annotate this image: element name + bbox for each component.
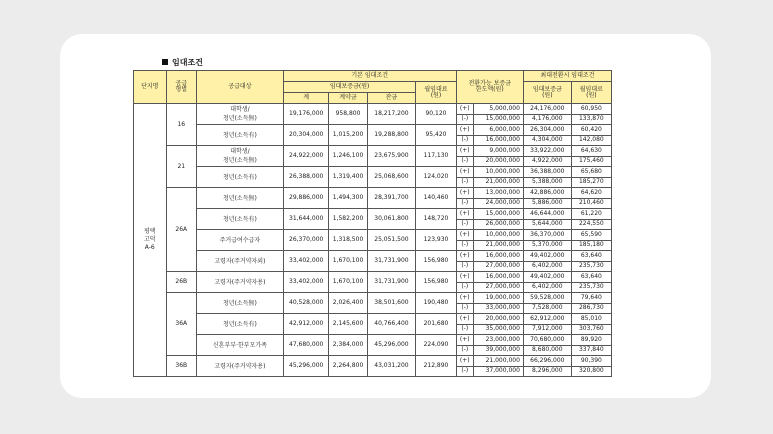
plus-convert-cell: 15,000,000 [473, 209, 523, 220]
minus-max-deposit-cell: 5,644,000 [523, 219, 571, 230]
balance-cell: 40,766,400 [367, 314, 416, 335]
plus-sign: (+) [456, 230, 473, 241]
deposit-total-cell: 33,402,000 [283, 251, 329, 272]
plus-sign: (+) [456, 104, 473, 115]
minus-convert-cell: 24,000,000 [473, 198, 523, 209]
contract-cell: 958,800 [329, 104, 367, 125]
minus-convert-cell: 21,000,000 [473, 240, 523, 251]
plus-max-monthly-cell: 64,630 [571, 146, 611, 157]
deposit-total-cell: 24,922,000 [283, 146, 329, 167]
minus-max-deposit-cell: 8,296,000 [523, 366, 571, 377]
balance-cell: 31,731,900 [367, 251, 416, 272]
target-cell: 청년(소득有) [196, 314, 283, 335]
supply-type-cell: 36A [166, 293, 196, 356]
contract-cell: 1,670,100 [329, 251, 367, 272]
minus-max-deposit-cell: 4,922,000 [523, 156, 571, 167]
contract-cell: 1,015,200 [329, 125, 367, 146]
minus-max-monthly-cell: 337,840 [571, 345, 611, 356]
contract-cell: 2,145,600 [329, 314, 367, 335]
deposit-total-cell: 20,304,000 [283, 125, 329, 146]
plus-convert-cell: 9,000,000 [473, 146, 523, 157]
table-row [134, 230, 612, 241]
minus-sign: (-) [456, 324, 473, 335]
table-row [134, 125, 612, 136]
balance-cell: 45,296,000 [367, 335, 416, 356]
plus-max-monthly-cell: 60,950 [571, 104, 611, 115]
minus-convert-cell: 27,000,000 [473, 282, 523, 293]
deposit-total-cell: 47,680,000 [283, 335, 329, 356]
minus-max-monthly-cell: 142,080 [571, 135, 611, 146]
minus-convert-cell: 15,000,000 [473, 114, 523, 125]
plus-max-monthly-cell: 63,640 [571, 272, 611, 283]
plus-sign: (+) [456, 188, 473, 199]
plus-sign: (+) [456, 167, 473, 178]
plus-convert-cell: 5,000,000 [473, 104, 523, 115]
plus-max-deposit-cell: 24,176,000 [523, 104, 571, 115]
minus-convert-cell: 20,000,000 [473, 156, 523, 167]
minus-max-monthly-cell: 320,800 [571, 366, 611, 377]
monthly-rent-cell: 212,890 [416, 356, 456, 377]
minus-convert-cell: 39,000,000 [473, 345, 523, 356]
header-max-deposit: 임대보증금 (원) [523, 82, 571, 104]
minus-convert-cell: 16,000,000 [473, 135, 523, 146]
balance-cell: 38,501,600 [367, 293, 416, 314]
monthly-rent-cell: 148,720 [416, 209, 456, 230]
table-row [134, 188, 612, 199]
minus-max-monthly-cell: 175,460 [571, 156, 611, 167]
plus-max-monthly-cell: 63,640 [571, 251, 611, 262]
plus-max-monthly-cell: 90,390 [571, 356, 611, 367]
plus-max-monthly-cell: 64,620 [571, 188, 611, 199]
header-balance: 잔금 [367, 93, 416, 104]
target-cell: 주거급여수급자 [196, 230, 283, 251]
minus-convert-cell: 27,000,000 [473, 261, 523, 272]
contract-cell: 1,670,100 [329, 272, 367, 293]
header-contract: 계약금 [329, 93, 367, 104]
plus-sign: (+) [456, 146, 473, 157]
monthly-rent-cell: 117,130 [416, 146, 456, 167]
target-cell: 청년(소득無) [196, 293, 283, 314]
minus-sign: (-) [456, 198, 473, 209]
plus-convert-cell: 10,000,000 [473, 230, 523, 241]
header-total: 계 [283, 93, 329, 104]
plus-sign: (+) [456, 314, 473, 325]
plus-sign: (+) [456, 356, 473, 367]
contract-cell: 1,319,400 [329, 167, 367, 188]
plus-max-monthly-cell: 65,590 [571, 230, 611, 241]
minus-sign: (-) [456, 303, 473, 314]
header-complex [134, 71, 167, 104]
plus-sign: (+) [456, 335, 473, 346]
minus-convert-cell: 21,000,000 [473, 177, 523, 188]
table-row [134, 146, 612, 157]
minus-sign: (-) [456, 345, 473, 356]
minus-max-monthly-cell: 210,460 [571, 198, 611, 209]
deposit-total-cell: 19,176,000 [283, 104, 329, 125]
monthly-rent-cell: 90,120 [416, 104, 456, 125]
monthly-rent-cell: 124,020 [416, 167, 456, 188]
target-cell: 청년(소득有) [196, 125, 283, 146]
plus-max-deposit-cell: 36,370,000 [523, 230, 571, 241]
monthly-rent-cell: 123,930 [416, 230, 456, 251]
table-body [134, 104, 612, 377]
deposit-total-cell: 26,388,000 [283, 167, 329, 188]
deposit-total-cell: 26,370,000 [283, 230, 329, 251]
minus-max-deposit-cell: 5,370,000 [523, 240, 571, 251]
balance-cell: 19,288,800 [367, 125, 416, 146]
supply-type-cell: 26A [166, 188, 196, 272]
monthly-rent-cell: 156,980 [416, 251, 456, 272]
table-row [134, 209, 612, 220]
header-supply-type: 공급 형별 [166, 71, 196, 104]
minus-max-monthly-cell: 133,870 [571, 114, 611, 125]
monthly-rent-cell: 201,680 [416, 314, 456, 335]
plus-max-deposit-cell: 26,304,000 [523, 125, 571, 136]
table-row [134, 104, 612, 115]
deposit-total-cell: 31,644,000 [283, 209, 329, 230]
target-cell: 고령자(주거약자용) [196, 272, 283, 293]
minus-max-monthly-cell: 235,730 [571, 282, 611, 293]
table-row [134, 356, 612, 367]
header-target: 공급대상 [196, 71, 283, 104]
supply-type-cell: 36B [166, 356, 196, 377]
balance-cell: 28,391,700 [367, 188, 416, 209]
balance-cell: 25,068,600 [367, 167, 416, 188]
table-row [134, 272, 612, 283]
minus-max-monthly-cell: 185,270 [571, 177, 611, 188]
balance-cell: 31,731,900 [367, 272, 416, 293]
supply-type-cell: 26B [166, 272, 196, 293]
plus-max-deposit-cell: 33,922,000 [523, 146, 571, 157]
plus-max-deposit-cell: 42,886,000 [523, 188, 571, 199]
minus-sign: (-) [456, 366, 473, 377]
deposit-total-cell: 33,402,000 [283, 272, 329, 293]
plus-max-deposit-cell: 66,296,000 [523, 356, 571, 367]
target-cell: 신혼부부·한부모가족 [196, 335, 283, 356]
plus-max-deposit-cell: 70,680,000 [523, 335, 571, 346]
minus-max-deposit-cell: 6,402,000 [523, 282, 571, 293]
deposit-total-cell: 29,886,000 [283, 188, 329, 209]
header-convertible-deposit: 전환가능 보증금 한도액(원) [456, 71, 523, 104]
table-row [134, 335, 612, 346]
header-max-monthly: 월임대료 (원) [571, 82, 611, 104]
balance-cell: 18,217,200 [367, 104, 416, 125]
target-cell: 대학생/ 청년(소득無) [196, 146, 283, 167]
target-cell: 청년(소득有) [196, 167, 283, 188]
table-row [134, 293, 612, 304]
section-title: 임대조건 [172, 57, 203, 67]
minus-convert-cell: 26,000,000 [473, 219, 523, 230]
square-bullet-icon [162, 59, 168, 65]
supply-type-cell: 21 [166, 146, 196, 188]
plus-convert-cell: 6,000,000 [473, 125, 523, 136]
plus-convert-cell: 16,000,000 [473, 272, 523, 283]
minus-sign: (-) [456, 177, 473, 188]
rent-conditions-table [133, 70, 612, 377]
target-cell: 청년(소득無) [196, 188, 283, 209]
minus-max-deposit-cell: 7,912,000 [523, 324, 571, 335]
plus-convert-cell: 10,000,000 [473, 167, 523, 178]
plus-convert-cell: 13,000,000 [473, 188, 523, 199]
plus-max-monthly-cell: 61,220 [571, 209, 611, 220]
deposit-total-cell: 42,912,000 [283, 314, 329, 335]
minus-convert-cell: 33,000,000 [473, 303, 523, 314]
minus-max-deposit-cell: 7,528,000 [523, 303, 571, 314]
minus-max-deposit-cell: 4,176,000 [523, 114, 571, 125]
header-basic-conditions: 기본 임대조건 [283, 71, 456, 82]
target-cell: 청년(소득有) [196, 209, 283, 230]
target-cell: 대학생/ 청년(소득無) [196, 104, 283, 125]
plus-max-monthly-cell: 85,010 [571, 314, 611, 325]
plus-sign: (+) [456, 251, 473, 262]
table-row [134, 251, 612, 262]
minus-max-monthly-cell: 185,180 [571, 240, 611, 251]
contract-cell: 1,318,500 [329, 230, 367, 251]
plus-max-deposit-cell: 46,644,000 [523, 209, 571, 220]
minus-sign: (-) [456, 240, 473, 251]
plus-sign: (+) [456, 209, 473, 220]
minus-sign: (-) [456, 282, 473, 293]
deposit-total-cell: 45,296,000 [283, 356, 329, 377]
table-row [134, 167, 612, 178]
minus-max-monthly-cell: 224,550 [571, 219, 611, 230]
supply-type-cell: 16 [166, 104, 196, 146]
plus-max-deposit-cell: 49,402,000 [523, 251, 571, 262]
plus-max-deposit-cell: 62,912,000 [523, 314, 571, 325]
plus-max-deposit-cell: 49,402,000 [523, 272, 571, 283]
plus-sign: (+) [456, 272, 473, 283]
monthly-rent-cell: 224,090 [416, 335, 456, 356]
minus-max-monthly-cell: 235,730 [571, 261, 611, 272]
minus-max-deposit-cell: 4,304,000 [523, 135, 571, 146]
monthly-rent-cell: 156,980 [416, 272, 456, 293]
minus-convert-cell: 37,000,000 [473, 366, 523, 377]
minus-max-monthly-cell: 286,730 [571, 303, 611, 314]
contract-cell: 2,026,400 [329, 293, 367, 314]
header-monthly-rent: 월임대료 (원) [416, 82, 456, 104]
plus-max-deposit-cell: 36,388,000 [523, 167, 571, 178]
contract-cell: 1,494,300 [329, 188, 367, 209]
section-heading [162, 56, 203, 68]
minus-max-monthly-cell: 303,760 [571, 324, 611, 335]
contract-cell: 2,384,000 [329, 335, 367, 356]
plus-max-deposit-cell: 59,528,000 [523, 293, 571, 304]
plus-convert-cell: 20,000,000 [473, 314, 523, 325]
header-complex-text: 단지명 [141, 82, 159, 90]
balance-cell: 23,675,900 [367, 146, 416, 167]
balance-cell: 25,051,500 [367, 230, 416, 251]
minus-sign: (-) [456, 219, 473, 230]
monthly-rent-cell: 95,420 [416, 125, 456, 146]
balance-cell: 30,061,800 [367, 209, 416, 230]
target-cell: 고령자(주거약자용) [196, 356, 283, 377]
minus-max-deposit-cell: 8,680,000 [523, 345, 571, 356]
minus-max-deposit-cell: 5,388,000 [523, 177, 571, 188]
table-row [134, 314, 612, 325]
monthly-rent-cell: 140,460 [416, 188, 456, 209]
complex-name: 평택 고덕 A-6 [134, 104, 167, 377]
minus-max-deposit-cell: 6,402,000 [523, 261, 571, 272]
plus-max-monthly-cell: 79,640 [571, 293, 611, 304]
minus-sign: (-) [456, 156, 473, 167]
plus-convert-cell: 16,000,000 [473, 251, 523, 262]
plus-convert-cell: 19,000,000 [473, 293, 523, 304]
plus-max-monthly-cell: 65,680 [571, 167, 611, 178]
balance-cell: 43,031,200 [367, 356, 416, 377]
header-max-conversion: 최대전환시 임대조건 [523, 71, 611, 82]
plus-convert-cell: 21,000,000 [473, 356, 523, 367]
contract-cell: 2,264,800 [329, 356, 367, 377]
deposit-total-cell: 40,528,000 [283, 293, 329, 314]
target-cell: 고령자(주거약자외) [196, 251, 283, 272]
plus-max-monthly-cell: 60,420 [571, 125, 611, 136]
contract-cell: 1,582,200 [329, 209, 367, 230]
plus-convert-cell: 23,000,000 [473, 335, 523, 346]
minus-max-deposit-cell: 5,886,000 [523, 198, 571, 209]
minus-sign: (-) [456, 114, 473, 125]
minus-convert-cell: 35,000,000 [473, 324, 523, 335]
plus-sign: (+) [456, 125, 473, 136]
plus-sign: (+) [456, 293, 473, 304]
header-deposit: 임대보증금(원) [283, 82, 416, 93]
plus-max-monthly-cell: 89,920 [571, 335, 611, 346]
contract-cell: 1,246,100 [329, 146, 367, 167]
minus-sign: (-) [456, 261, 473, 272]
minus-sign: (-) [456, 135, 473, 146]
monthly-rent-cell: 190,480 [416, 293, 456, 314]
